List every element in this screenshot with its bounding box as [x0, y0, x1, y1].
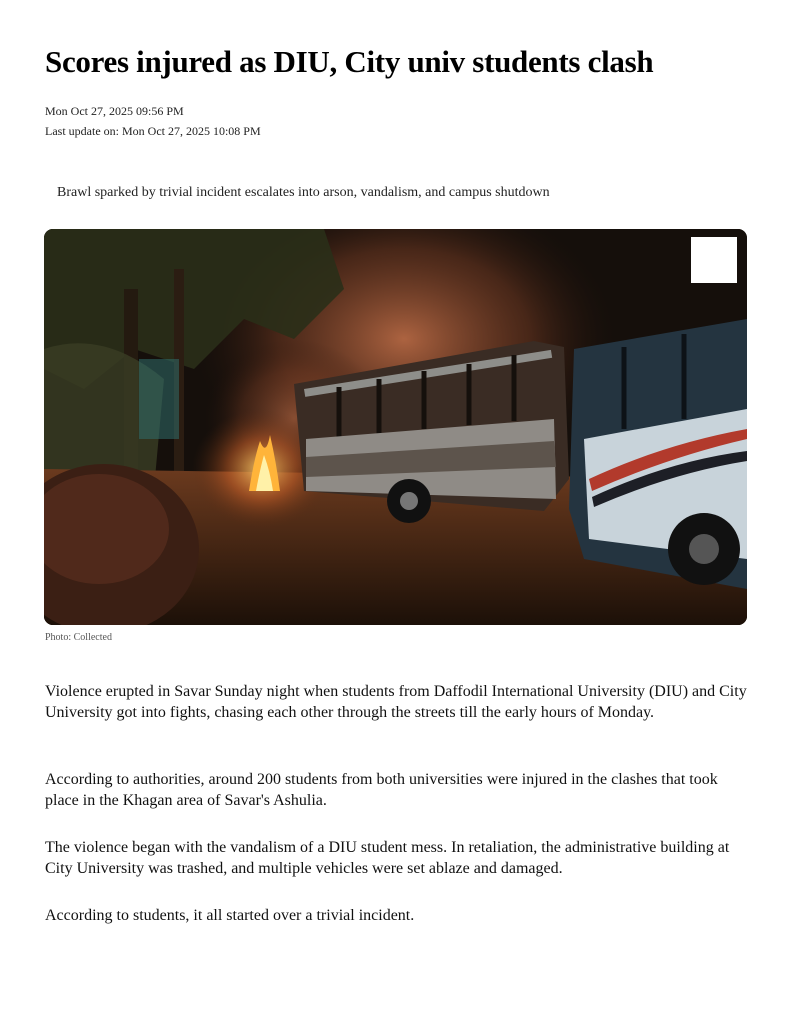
- publish-date: Mon Oct 27, 2025 09:56 PM: [45, 104, 184, 118]
- article-paragraph-2: According to authorities, around 200 students from both universities were injured in the clashes that took place in the Khagan area of Savar's Ashulia.: [45, 771, 718, 809]
- article-paragraph-1: Violence erupted in Savar Sunday night when students from Daffodil International University (DIU) and City University got into fights, chasing each other through the streets till the early hours of Monday.: [45, 683, 747, 721]
- article-photo: [44, 229, 747, 625]
- article-paragraph-3: The violence began with the vandalism of a DIU student mess. In retaliation, the administrative building at City University was trashed, and multiple vehicles were set ablaze and damaged.: [45, 839, 730, 877]
- article-paragraph-4: According to students, it all started over a trivial incident.: [45, 907, 415, 924]
- photo-credit: Photo: Collected: [45, 632, 112, 643]
- article-subheadline: Brawl sparked by trivial incident escalates into arson, vandalism, and campus shutdown: [57, 185, 550, 200]
- last-update-date: Last update on: Mon Oct 27, 2025 10:08 PM: [45, 124, 261, 138]
- article-headline: Scores injured as DIU, City univ students clash: [45, 44, 654, 79]
